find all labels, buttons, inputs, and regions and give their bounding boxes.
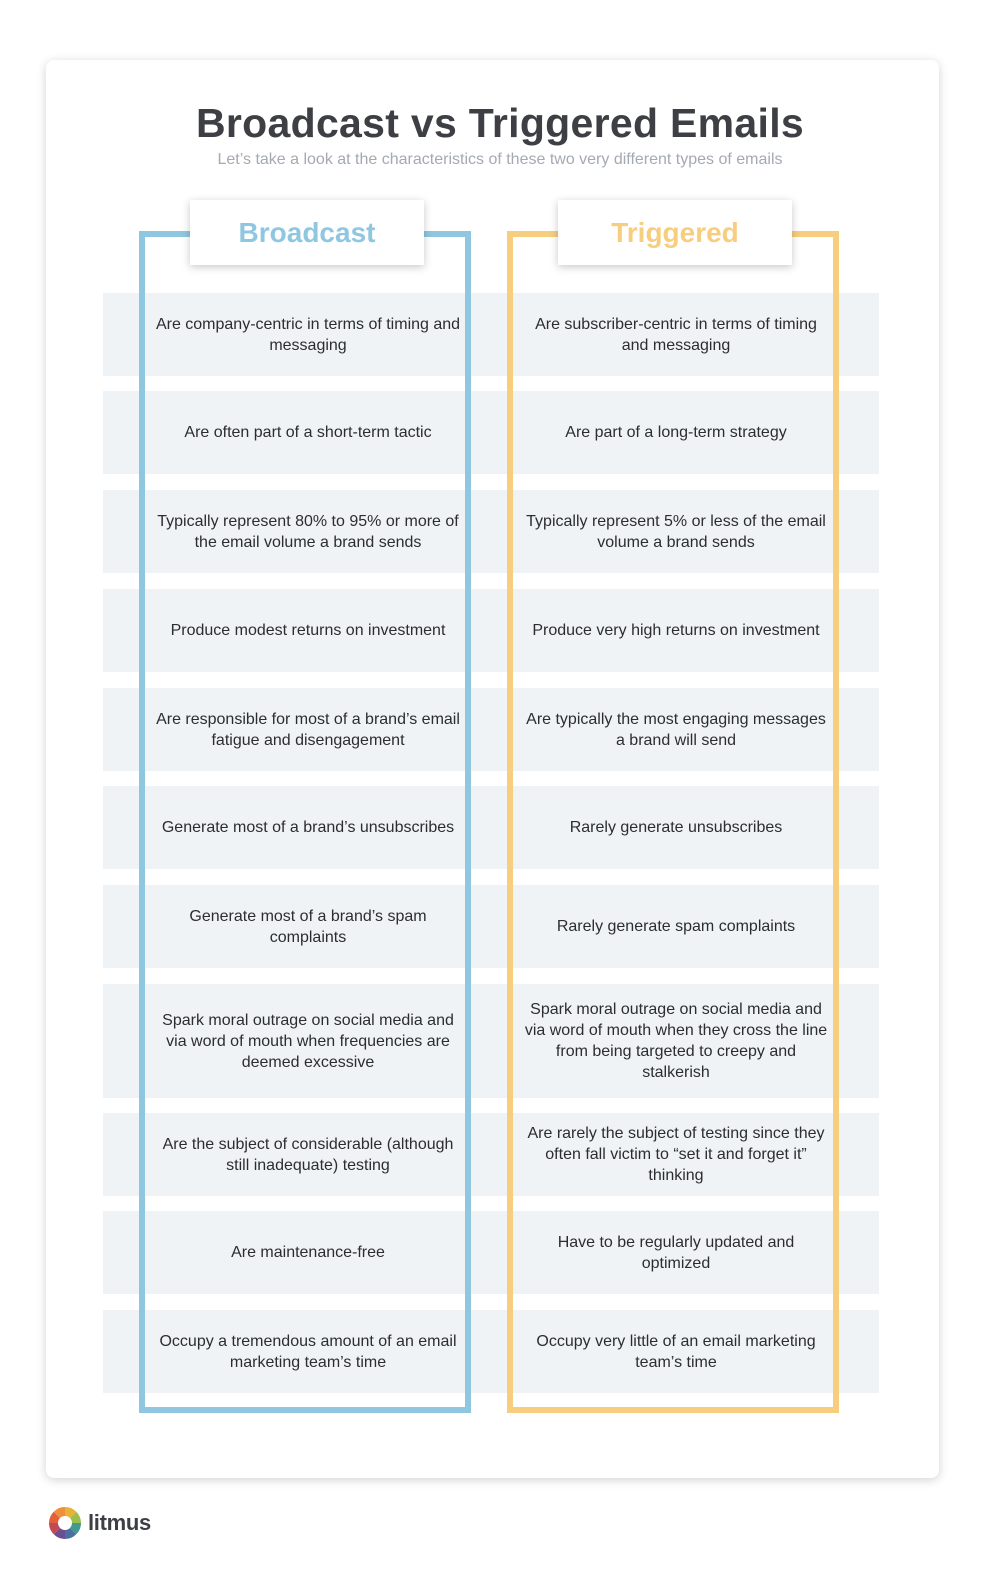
triggered-cell: Rarely generate unsubscribes (569, 819, 783, 836)
page-subtitle: Let’s take a look at the characteristics of these two very different types of emails (217, 151, 783, 168)
broadcast-header: Broadcast (190, 200, 424, 265)
broadcast-cell: Typically represent 80% to 95% or more of the email volume a brand sends (157, 512, 459, 551)
broadcast-column-frame (139, 231, 471, 1413)
triggered-cell: Rarely generate spam complaints (556, 918, 796, 935)
logo-text: litmus (88, 1510, 151, 1535)
triggered-cell: Have to be regularly updated and optimized (557, 1233, 795, 1272)
broadcast-cell: Are maintenance-free (231, 1244, 385, 1261)
triggered-column-frame (507, 231, 839, 1413)
triggered-cell: Spark moral outrage on social media and via word of mouth when they cross the line from being targeted to creepy and stalkerish (524, 1001, 828, 1081)
page-title: Broadcast vs Triggered Emails (195, 100, 804, 146)
broadcast-cell: Are responsible for most of a brand’s email fatigue and disengagement (156, 710, 460, 749)
litmus-logo-icon (48, 1506, 82, 1540)
litmus-logo (48, 1506, 151, 1540)
broadcast-cell: Are often part of a short-term tactic (184, 424, 432, 441)
broadcast-cell: Are the subject of considerable (although still inadequate) testing (162, 1135, 454, 1174)
triggered-cell: Occupy very little of an email marketing team’s time (536, 1332, 816, 1371)
triggered-cell: Are rarely the subject of testing since they often fall victim to “set it and forget it” thinking (527, 1125, 825, 1184)
broadcast-cell: Generate most of a brand’s unsubscribes (161, 819, 455, 836)
broadcast-cell: Produce modest returns on investment (170, 622, 446, 639)
broadcast-cell: Occupy a tremendous amount of an email marketing team’s time (159, 1332, 457, 1371)
broadcast-cell: Spark moral outrage on social media and via word of mouth when frequencies are deemed excessive (162, 1011, 454, 1071)
triggered-cell: Are part of a long-term strategy (565, 424, 787, 441)
triggered-cell: Are typically the most engaging messages a brand will send (526, 710, 826, 749)
broadcast-cell: Are company-centric in terms of timing and messaging (155, 315, 461, 354)
triggered-cell: Typically represent 5% or less of the email volume a brand sends (526, 512, 826, 551)
broadcast-cell: Generate most of a brand’s spam complaints (189, 907, 427, 946)
triggered-cell: Are subscriber-centric in terms of timing and messaging (535, 315, 817, 354)
triggered-header: Triggered (558, 200, 792, 265)
triggered-cell: Produce very high returns on investment (532, 622, 820, 639)
